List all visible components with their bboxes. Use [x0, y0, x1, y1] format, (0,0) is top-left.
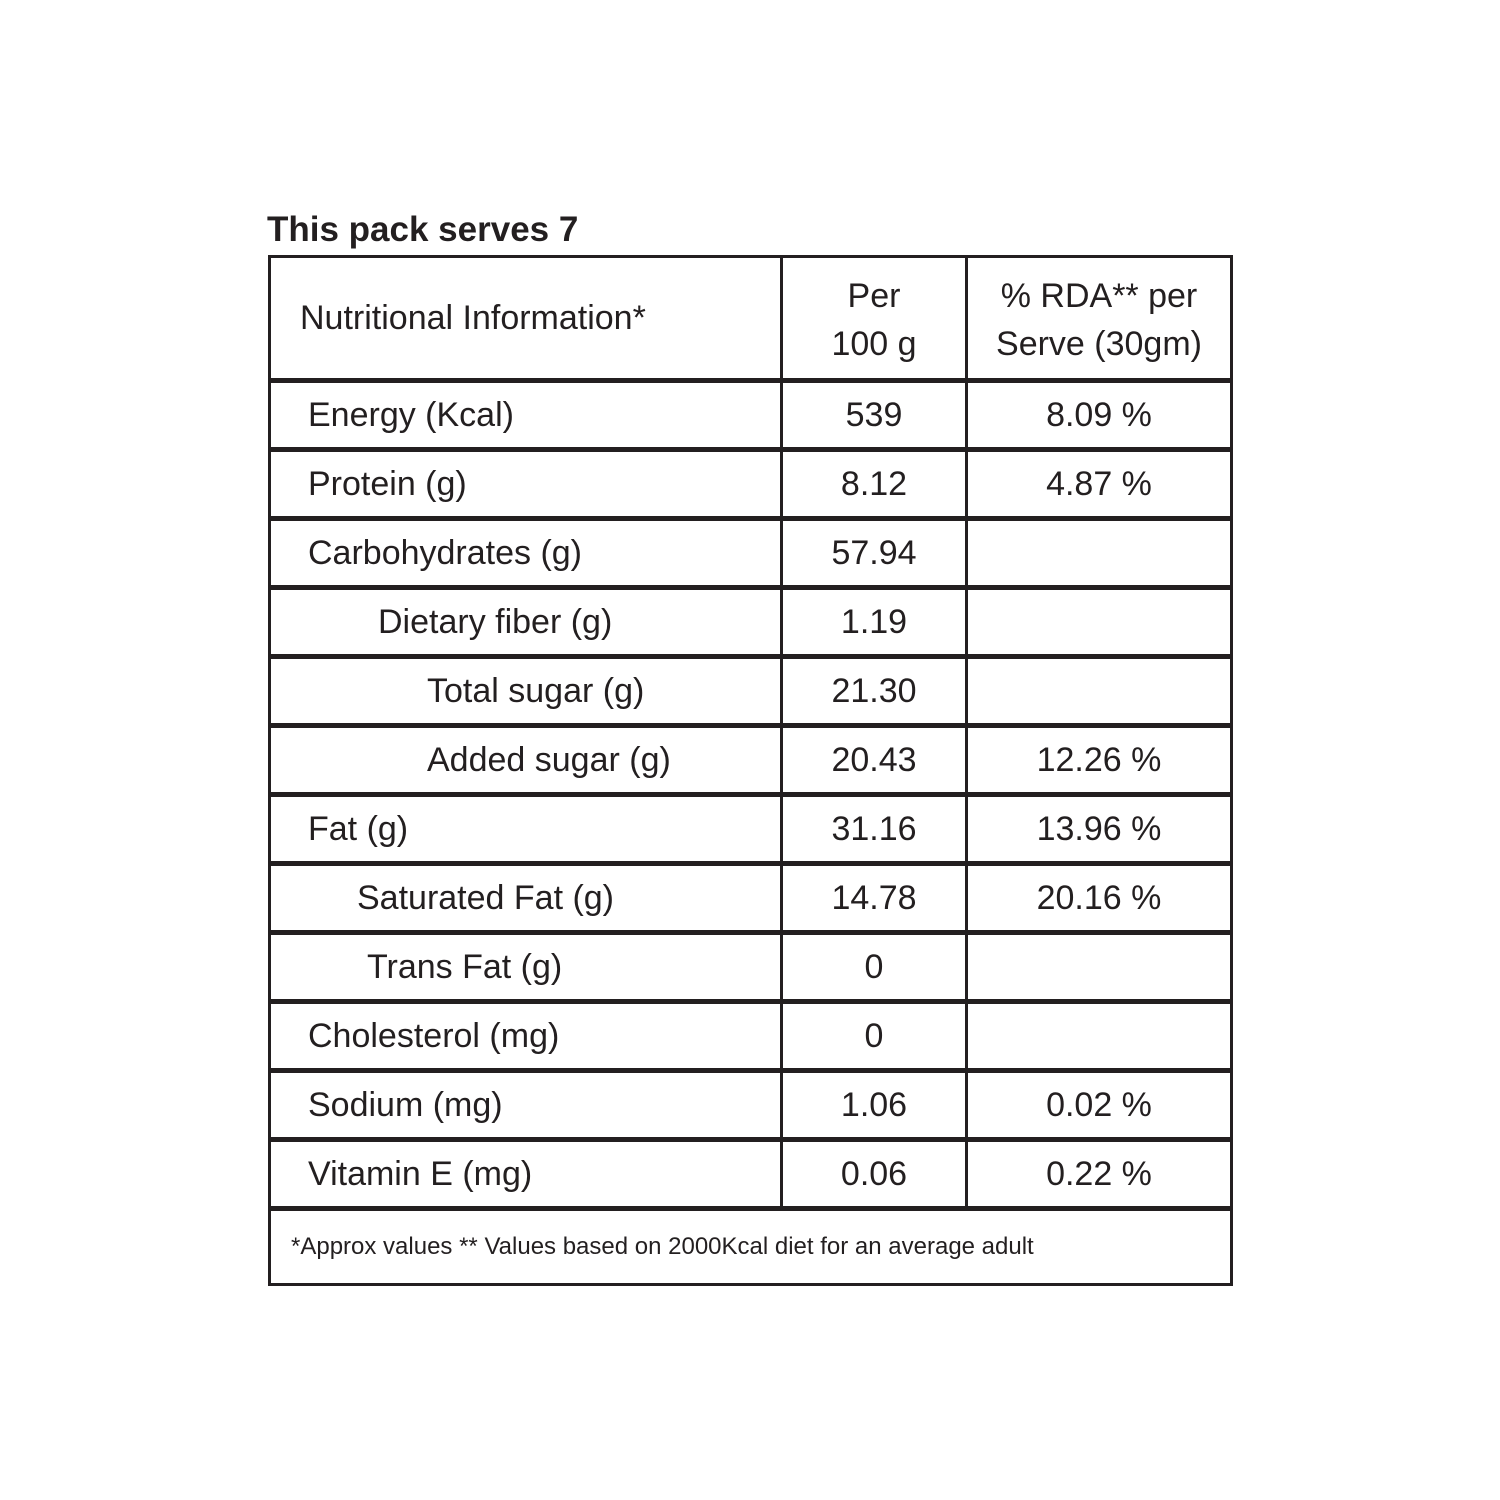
row-rda-trans-fat	[968, 935, 1230, 1004]
table-footnote: *Approx values ** Values based on 2000Kcal diet for an average adult	[291, 1233, 1034, 1260]
row-rda-saturated-fat: 20.16 %	[968, 866, 1230, 935]
row-label-dietary-fiber: Dietary fiber (g)	[271, 590, 783, 659]
row-label-trans-fat: Trans Fat (g)	[271, 935, 783, 1004]
row-value-energy: 539	[783, 383, 968, 452]
header-per-line2: 100 g	[831, 325, 917, 363]
row-value-dietary-fiber: 1.19	[783, 590, 968, 659]
row-value-saturated-fat: 14.78	[783, 866, 968, 935]
row-rda-protein: 4.87 %	[968, 452, 1230, 521]
header-rda-line1: % RDA** per	[1000, 277, 1198, 315]
row-label-energy: Energy (Kcal)	[271, 383, 783, 452]
row-value-fat: 31.16	[783, 797, 968, 866]
row-rda-sodium: 0.02 %	[968, 1073, 1230, 1142]
row-value-sodium: 1.06	[783, 1073, 968, 1142]
row-value-vitamin-e: 0.06	[783, 1142, 968, 1211]
row-value-total-sugar: 21.30	[783, 659, 968, 728]
pack-serves-title: This pack serves 7	[267, 210, 579, 249]
row-rda-added-sugar: 12.26 %	[968, 728, 1230, 797]
row-value-cholesterol: 0	[783, 1004, 968, 1073]
row-value-carbohydrates: 57.94	[783, 521, 968, 590]
row-rda-cholesterol	[968, 1004, 1230, 1073]
header-per-100g	[783, 258, 968, 383]
row-rda-fat: 13.96 %	[968, 797, 1230, 866]
row-value-trans-fat: 0	[783, 935, 968, 1004]
row-value-protein: 8.12	[783, 452, 968, 521]
row-label-total-sugar: Total sugar (g)	[271, 659, 783, 728]
row-label-saturated-fat: Saturated Fat (g)	[271, 866, 783, 935]
row-label-carbohydrates: Carbohydrates (g)	[271, 521, 783, 590]
nutrition-table	[268, 255, 1233, 1286]
row-rda-total-sugar	[968, 659, 1230, 728]
row-label-added-sugar: Added sugar (g)	[271, 728, 783, 797]
row-label-protein: Protein (g)	[271, 452, 783, 521]
row-rda-vitamin-e: 0.22 %	[968, 1142, 1230, 1211]
header-per-line1: Per	[847, 277, 901, 315]
row-label-fat: Fat (g)	[271, 797, 783, 866]
header-nutritional-information	[271, 258, 783, 383]
header-rda-per-serve	[968, 258, 1230, 383]
header-rda-line2: Serve (30gm)	[996, 325, 1202, 363]
header-label: Nutritional Information*	[300, 298, 646, 337]
row-rda-energy: 8.09 %	[968, 383, 1230, 452]
row-label-sodium: Sodium (mg)	[271, 1073, 783, 1142]
row-label-cholesterol: Cholesterol (mg)	[271, 1004, 783, 1073]
row-rda-carbohydrates	[968, 521, 1230, 590]
row-rda-dietary-fiber	[968, 590, 1230, 659]
row-label-vitamin-e: Vitamin E (mg)	[271, 1142, 783, 1211]
row-value-added-sugar: 20.43	[783, 728, 968, 797]
